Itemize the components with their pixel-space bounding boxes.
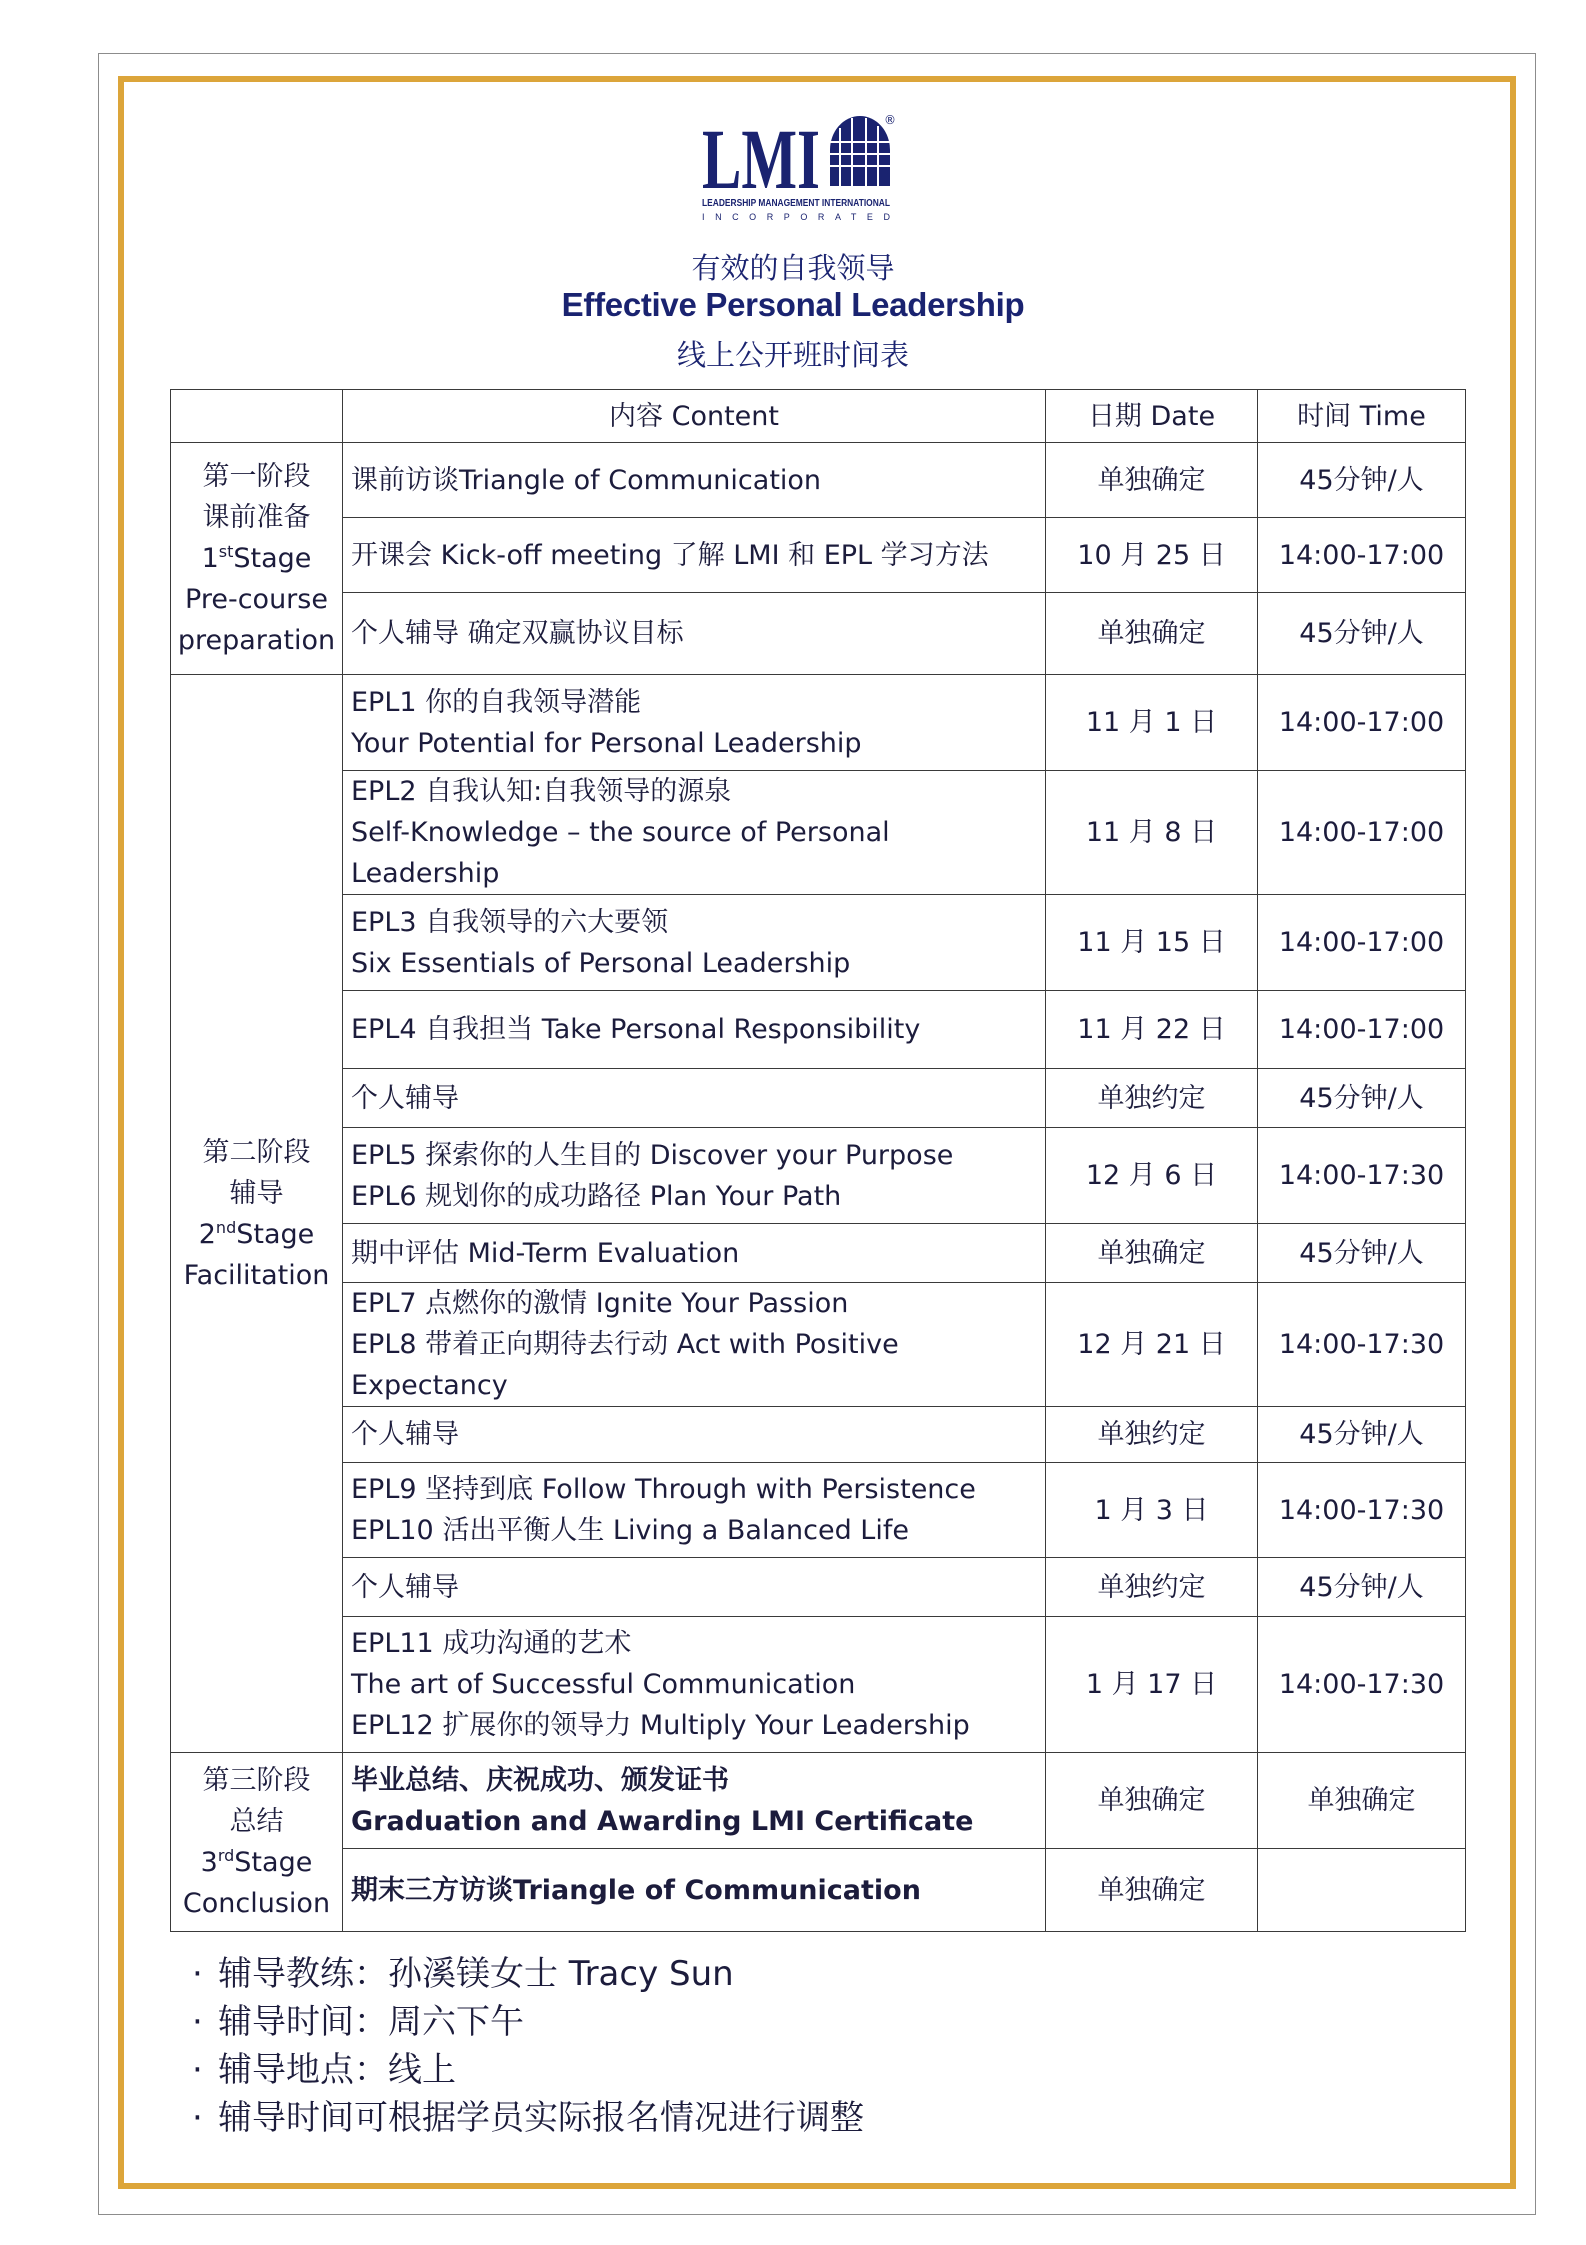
header-content: 内容 Content bbox=[343, 390, 1046, 443]
row-date: 11 月 15 日 bbox=[1046, 895, 1258, 991]
row-time: 14:00-17:00 bbox=[1258, 675, 1466, 771]
row-date: 单独确定 bbox=[1046, 593, 1258, 675]
row-content: EPL9 坚持到底 Follow Through with Persistence EPL10 活出平衡人生 Living a Balanced Life bbox=[343, 1463, 1046, 1558]
title-cn: 有效的自我领导 bbox=[691, 251, 895, 285]
notes-list bbox=[192, 1950, 864, 2142]
note-item: · 辅导时间：周六下午 bbox=[192, 2002, 524, 2042]
stage-name: 第三阶段 bbox=[202, 1765, 311, 1796]
row-date: 单独约定 bbox=[1046, 1407, 1258, 1463]
table-row bbox=[171, 1849, 1466, 1932]
row-date: 单独约定 bbox=[1046, 1558, 1258, 1617]
table-row bbox=[171, 1617, 1466, 1753]
header-stage bbox=[171, 390, 343, 443]
schedule-table bbox=[170, 389, 1466, 1932]
row-time: 45分钟/人 bbox=[1258, 1558, 1466, 1617]
row-date: 1 月 17 日 bbox=[1046, 1617, 1258, 1753]
row-time: 14:00-17:00 bbox=[1258, 895, 1466, 991]
globe-icon bbox=[828, 116, 890, 186]
subtitle-cn: 线上公开班时间表 bbox=[676, 338, 909, 372]
table-row bbox=[171, 895, 1466, 991]
logo-line2: INCORPORATED bbox=[702, 212, 890, 222]
row-content: EPL11 成功沟通的艺术 The art of Successful Communication EPL12 扩展你的领导力 Multiply Your Leadership bbox=[343, 1617, 1046, 1753]
table-row bbox=[171, 1753, 1466, 1849]
row-time: 45分钟/人 bbox=[1258, 1069, 1466, 1128]
row-time: 单独确定 bbox=[1258, 1753, 1466, 1849]
stage-2-cell bbox=[171, 675, 343, 1753]
header-date: 日期 Date bbox=[1046, 390, 1258, 443]
row-content: EPL1 你的自我领导潜能 Your Potential for Personal Leadership bbox=[343, 675, 1046, 771]
stage-en-1: Facilitation bbox=[183, 1259, 330, 1291]
table-row bbox=[171, 1283, 1466, 1407]
row-content: EPL2 自我认知:自我领导的源泉 Self-Knowledge – the source of Personal Leadership bbox=[343, 771, 1046, 895]
header-time: 时间 Time bbox=[1258, 390, 1466, 443]
row-date: 单独约定 bbox=[1046, 1069, 1258, 1128]
title-en: Effective Personal Leadership bbox=[561, 286, 1025, 323]
row-date: 12 月 21 日 bbox=[1046, 1283, 1258, 1407]
row-time: 14:00-17:30 bbox=[1258, 1283, 1466, 1407]
row-time: 14:00-17:00 bbox=[1258, 991, 1466, 1069]
row-content: 期中评估 Mid-Term Evaluation bbox=[343, 1224, 1046, 1283]
row-time: 14:00-17:30 bbox=[1258, 1617, 1466, 1753]
table-row bbox=[171, 1558, 1466, 1617]
logo-line1: LEADERSHIP MANAGEMENT INTERNATIONAL bbox=[702, 198, 890, 209]
row-time bbox=[1258, 1849, 1466, 1932]
table-row bbox=[171, 593, 1466, 675]
table-row bbox=[171, 675, 1466, 771]
table-header-row bbox=[171, 390, 1466, 443]
table-row bbox=[171, 1463, 1466, 1558]
stage-number: 3rdStage bbox=[200, 1846, 313, 1878]
row-content: 个人辅导 确定双赢协议目标 bbox=[343, 593, 1046, 675]
stage-sub: 课前准备 bbox=[202, 502, 311, 533]
row-date: 单独确定 bbox=[1046, 1224, 1258, 1283]
table-row bbox=[171, 1224, 1466, 1283]
row-date: 11 月 8 日 bbox=[1046, 771, 1258, 895]
lmi-logo bbox=[700, 108, 900, 228]
row-time: 45分钟/人 bbox=[1258, 1224, 1466, 1283]
row-date: 11 月 22 日 bbox=[1046, 991, 1258, 1069]
table-row bbox=[171, 771, 1466, 895]
stage-number: 1stStage bbox=[201, 542, 312, 574]
row-time: 45分钟/人 bbox=[1258, 593, 1466, 675]
row-date: 10 月 25 日 bbox=[1046, 518, 1258, 593]
logo-mark: LMI bbox=[702, 111, 820, 207]
stage-sub: 辅导 bbox=[229, 1177, 284, 1209]
stage-name: 第一阶段 bbox=[202, 461, 311, 492]
note-item: · 辅导时间可根据学员实际报名情况进行调整 bbox=[192, 2098, 864, 2138]
row-content: EPL3 自我领导的六大要领 Six Essentials of Personal Leadership bbox=[343, 895, 1046, 991]
stage-en-2: preparation bbox=[177, 625, 336, 656]
row-content: EPL5 探索你的人生目的 Discover your Purpose EPL6 规划你的成功路径 Plan Your Path bbox=[343, 1128, 1046, 1224]
row-content: 毕业总结、庆祝成功、颁发证书 Graduation and Awarding LMI Certificate bbox=[343, 1753, 1046, 1849]
stage-1-cell bbox=[171, 443, 343, 675]
row-time: 14:00-17:00 bbox=[1258, 518, 1466, 593]
row-content: 课前访谈Triangle of Communication bbox=[343, 443, 1046, 518]
row-content: 个人辅导 bbox=[343, 1558, 1046, 1617]
row-time: 14:00-17:30 bbox=[1258, 1463, 1466, 1558]
row-date: 单独确定 bbox=[1046, 1753, 1258, 1849]
stage-en-1: Conclusion bbox=[182, 1888, 331, 1919]
row-date: 1 月 3 日 bbox=[1046, 1463, 1258, 1558]
row-time: 14:00-17:30 bbox=[1258, 1128, 1466, 1224]
stage-en-1: Pre-course bbox=[185, 584, 328, 615]
table-row bbox=[171, 443, 1466, 518]
row-content: 个人辅导 bbox=[343, 1407, 1046, 1463]
row-date: 12 月 6 日 bbox=[1046, 1128, 1258, 1224]
table-row bbox=[171, 1128, 1466, 1224]
stage-name: 第二阶段 bbox=[202, 1136, 311, 1168]
row-time: 45分钟/人 bbox=[1258, 443, 1466, 518]
row-content: 个人辅导 bbox=[343, 1069, 1046, 1128]
table-row bbox=[171, 991, 1466, 1069]
row-time: 14:00-17:00 bbox=[1258, 771, 1466, 895]
stage-sub: 总结 bbox=[229, 1806, 284, 1837]
registered-mark: ® bbox=[884, 113, 896, 127]
row-date: 单独确定 bbox=[1046, 1849, 1258, 1932]
table-row bbox=[171, 1407, 1466, 1463]
row-time: 45分钟/人 bbox=[1258, 1407, 1466, 1463]
note-item: · 辅导地点：线上 bbox=[192, 2050, 456, 2090]
note-item: · 辅导教练：孙溪镁女士 Tracy Sun bbox=[192, 1954, 734, 1994]
row-content: EPL7 点燃你的激情 Ignite Your Passion EPL8 带着正向期待去行动 Act with Positive Expectancy bbox=[343, 1283, 1046, 1407]
row-content: EPL4 自我担当 Take Personal Responsibility bbox=[343, 991, 1046, 1069]
table-row bbox=[171, 1069, 1466, 1128]
row-date: 单独确定 bbox=[1046, 443, 1258, 518]
row-content: 开课会 Kick-off meeting 了解 LMI 和 EPL 学习方法 bbox=[343, 518, 1046, 593]
stage-number: 2ndStage bbox=[198, 1217, 315, 1250]
table-row bbox=[171, 518, 1466, 593]
row-content: 期末三方访谈Triangle of Communication bbox=[343, 1849, 1046, 1932]
row-date: 11 月 1 日 bbox=[1046, 675, 1258, 771]
stage-3-cell bbox=[171, 1753, 343, 1932]
